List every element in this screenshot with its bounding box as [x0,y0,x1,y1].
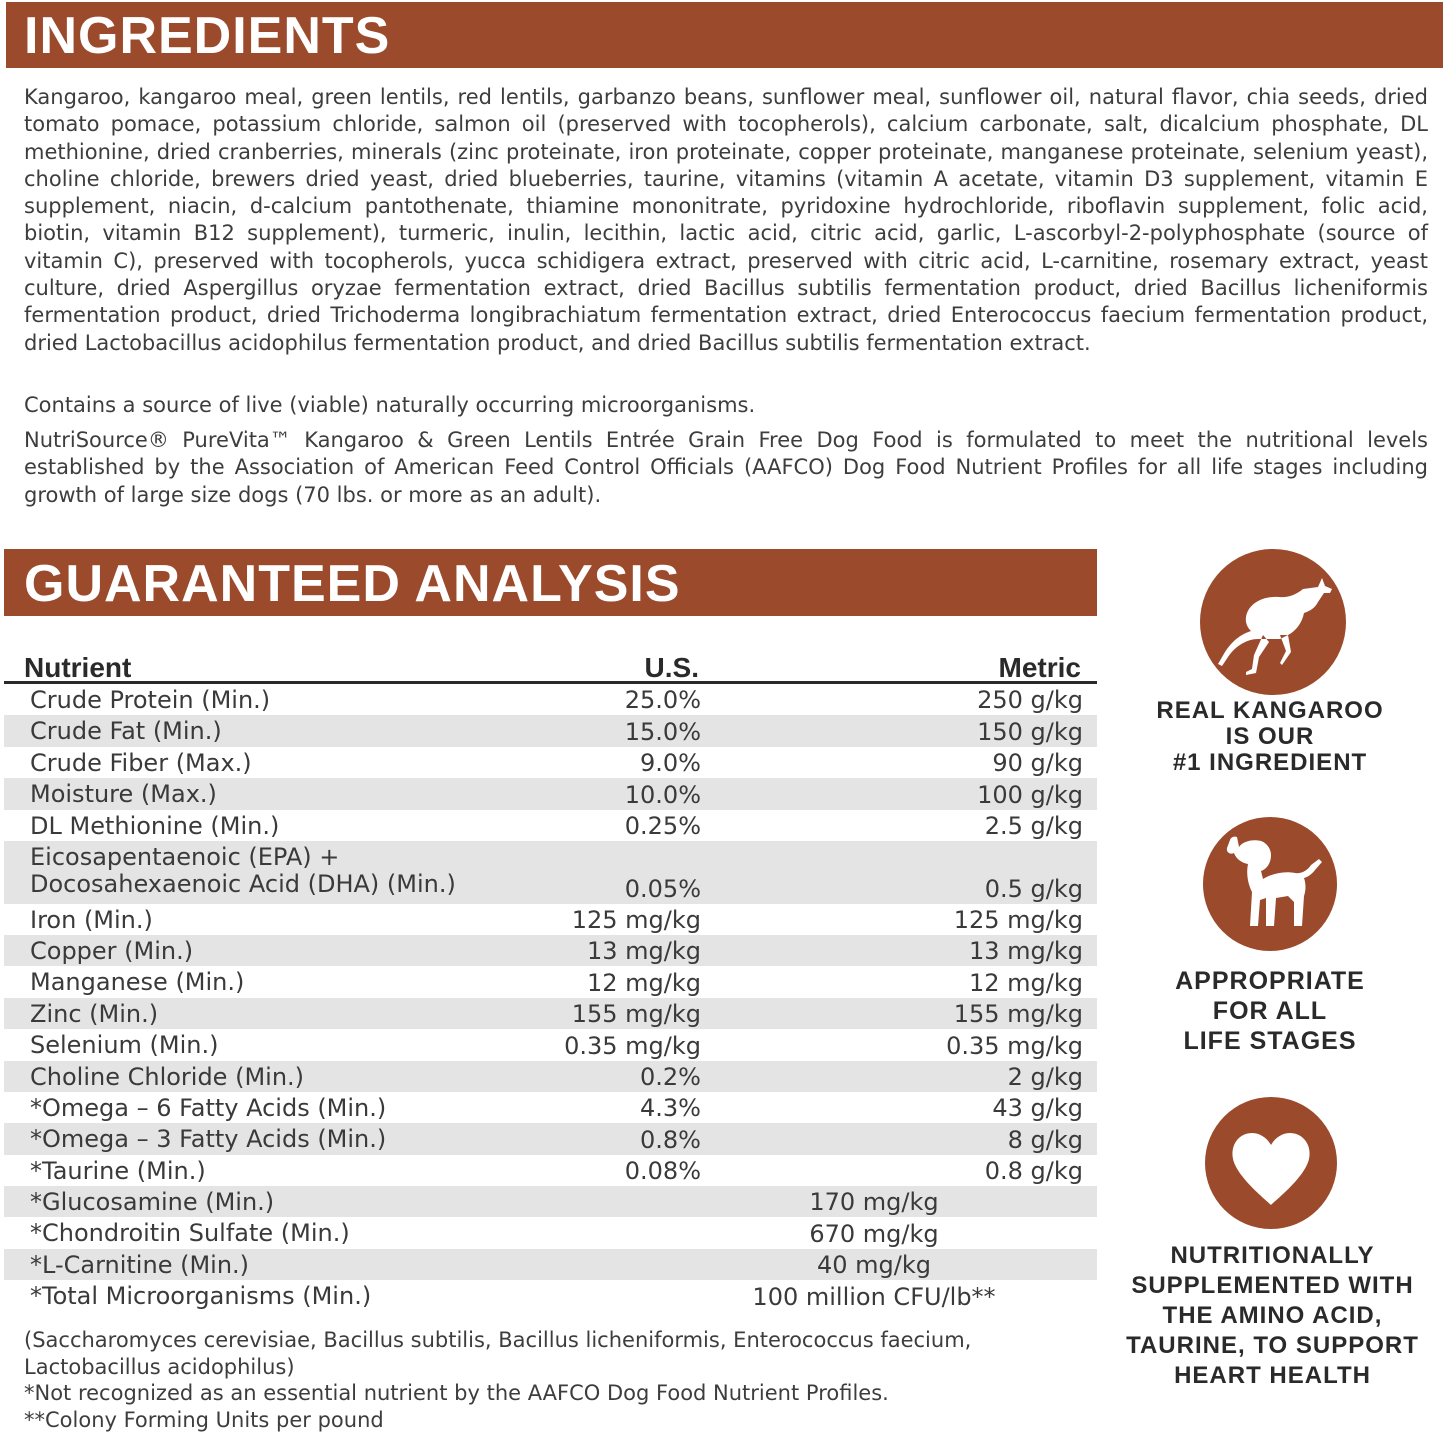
nutrient-value-combined: 100 million CFU/lb** [752,1282,996,1311]
ingredients-list: Kangaroo, kangaroo meal, green lentils, red lentils, garbanzo beans, sunflower meal, sunflower oil, natural flavor, chia seeds, dried tomato pomace, potassium chloride, salmon oil (preserved with tocopherols), calcium carbonate, salt, dicalcium phosphate, DL methionine, dried cranberries, minerals (zinc proteinate, iron proteinate, copper proteinate, manganese proteinate, selenium yeast), choline chloride, brewers dried yeast, dried blueberries, taurine, vitamins (vitamin A acetate, vitamin D3 supplement, vitamin E supplement, niacin, d-calcium pantothenate, thiamine mononitrate, pyridoxine hydrochloride, riboflavin supplement, folic acid, biotin, vitamin B12 supplement), turmeric, inulin, lecithin, lactic acid, citric acid, garlic, L-ascorbyl-2-polyphosphate (source of vitamin C), preserved with tocopherols, yucca schidigera extract, preserved with citric acid, L-carnitine, rosemary extract, yeast culture, dried Aspergillus oryzae fermentation extract, dried Bacillus subtilis fermentation product, dried Bacillus licheniformis fermentation product, dried Trichoderma longibrachiatum fermentation extract, dried Enterococcus faecium fermentation product, dried Lactobacillus acidophilus fermentation product, and dried Bacillus subtilis fermentation extract. [24,85,1428,355]
footnote: **Colony Forming Units per pound [24,1407,384,1432]
nutrient-value-metric: 90 g/kg [992,749,1083,778]
table-row [4,1123,1097,1154]
nutrient-value-metric: 2 g/kg [1007,1062,1083,1091]
puppy-icon [1203,817,1337,951]
nutrient-value-metric: 0.5 g/kg [984,874,1083,903]
nutrient-value-metric: 2.5 g/kg [984,811,1083,840]
column-header-us: U.S. [644,652,699,683]
aafco-statement: NutriSource® PureVita™ Kangaroo & Green Lentils Entrée Grain Free Dog Food is formulated to meet the nutritional levels established by the Association of American Feed Control Officials (AAFCO) Dog Food Nutrient Profiles for all life stages including growth of large size dogs (70 lbs. or more as an adult). [24,428,1428,507]
footnote: *Not recognized as an essential nutrient by the AAFCO Dog Food Nutrient Profiles. [24,1381,889,1405]
kangaroo-icon [1200,549,1346,695]
table-row [4,904,1097,935]
nutrient-value-metric: 150 g/kg [977,717,1083,746]
table-row [4,1092,1097,1123]
nutrient-value-us: 15.0% [624,717,701,746]
nutrient-value-us: 0.25% [624,811,701,840]
nutrient-value-combined: 670 mg/kg [809,1219,939,1248]
nutrient-name: *Omega – 6 Fatty Acids (Min.) [30,1093,387,1122]
microorganisms-note: Contains a source of live (viable) naturally occurring microorganisms. [24,393,756,417]
nutrient-name: Crude Fiber (Max.) [30,748,252,777]
nutrient-value-us: 25.0% [624,686,701,715]
nutrient-value-us: 0.08% [624,1157,701,1186]
nutrient-name: *Omega – 3 Fatty Acids (Min.) [30,1125,387,1154]
claim-line: #1 INGREDIENT [1172,749,1368,776]
table-row [4,1061,1097,1092]
claim-life-stages [1110,966,1430,1056]
analysis-heading: GUARANTEED ANALYSIS [24,555,681,613]
nutrient-value-metric: 8 g/kg [1007,1125,1083,1154]
claim-taurine [1105,1241,1440,1391]
nutrient-value-metric: 0.35 mg/kg [946,1031,1083,1060]
nutrient-name: Choline Chloride (Min.) [30,1062,305,1091]
nutrient-name: Moisture (Max.) [30,780,217,809]
claim-line: REAL KANGAROO [1156,697,1384,724]
table-row [4,684,1097,715]
nutrient-name: *Chondroitin Sulfate (Min.) [30,1219,350,1248]
ingredients-banner [6,2,1443,68]
nutrient-value-combined: 170 mg/kg [809,1188,939,1217]
claim-line: FOR ALL [1212,997,1328,1025]
nutrient-name: DL Methionine (Min.) [30,811,280,840]
nutrient-name: *L-Carnitine (Min.) [30,1250,250,1279]
nutrient-name: Selenium (Min.) [30,1031,219,1060]
nutrient-name: Copper (Min.) [30,936,194,965]
nutrient-value-metric: 43 g/kg [992,1094,1083,1123]
claim-line: IS OUR [1225,723,1315,750]
table-row [4,747,1097,778]
analysis-table [4,652,1097,1312]
footnote: (Saccharomyces cerevisiae, Bacillus subtilis, Bacillus licheniformis, Enterococcus faecium, Lactobacillus acidophilus) [24,1328,972,1379]
claim-line: HEART HEALTH [1174,1362,1371,1389]
table-row [4,1029,1097,1060]
column-header-metric: Metric [998,652,1081,683]
nutrient-value-us: 13 mg/kg [587,937,701,966]
claim-line: SUPPLEMENTED WITH [1131,1272,1414,1299]
claim-line: NUTRITIONALLY [1170,1242,1375,1269]
nutrient-name: Zinc (Min.) [30,999,159,1028]
nutrient-value-us: 155 mg/kg [571,1000,701,1029]
table-row [4,998,1097,1029]
nutrient-name: *Glucosamine (Min.) [30,1188,275,1217]
nutrient-value-us: 12 mg/kg [587,968,701,997]
heart-icon [1205,1097,1337,1229]
table-row [4,778,1097,809]
nutrient-value-metric: 13 mg/kg [969,937,1083,966]
table-row [4,810,1097,841]
analysis-banner [4,549,1097,616]
claim-line: THE AMINO ACID, [1162,1302,1383,1329]
nutrient-name: Eicosapentaenoic (EPA) + Docosahexaenoic Acid (DHA) (Min.) [30,842,456,898]
nutrient-name: Iron (Min.) [30,905,153,934]
claim-line: APPROPRIATE [1175,967,1365,995]
analysis-footnotes [24,1327,1084,1433]
nutrient-value-us: 0.35 mg/kg [564,1031,701,1060]
table-row [4,1155,1097,1186]
nutrient-name: *Total Microorganisms (Min.) [30,1282,372,1311]
nutrient-value-metric: 155 mg/kg [953,1000,1083,1029]
nutrient-value-us: 0.05% [624,874,701,903]
nutrient-value-metric: 100 g/kg [977,780,1083,809]
claim-real-kangaroo [1110,698,1430,776]
table-row [4,1249,1097,1280]
table-row [4,1217,1097,1248]
nutrient-name: *Taurine (Min.) [30,1156,206,1185]
table-row [4,935,1097,966]
nutrient-value-us: 125 mg/kg [571,905,701,934]
table-row [4,966,1097,997]
nutrient-value-us: 0.2% [640,1062,701,1091]
table-row [4,715,1097,746]
nutrient-value-metric: 0.8 g/kg [984,1157,1083,1186]
claim-line: LIFE STAGES [1183,1027,1357,1055]
nutrient-value-us: 10.0% [624,780,701,809]
nutrient-value-combined: 40 mg/kg [817,1251,931,1280]
table-row [4,1280,1097,1311]
nutrient-value-us: 0.8% [640,1125,701,1154]
nutrient-name: Crude Fat (Min.) [30,717,222,746]
nutrient-value-us: 9.0% [640,749,701,778]
table-body [4,684,1097,1312]
nutrient-value-metric: 250 g/kg [977,686,1083,715]
table-header [4,652,1097,684]
nutrient-value-us: 4.3% [640,1094,701,1123]
table-row [4,1186,1097,1217]
nutrient-value-metric: 125 mg/kg [953,905,1083,934]
nutrient-value-metric: 12 mg/kg [969,968,1083,997]
column-header-nutrient: Nutrient [24,652,132,683]
claim-line: TAURINE, TO SUPPORT [1126,1332,1419,1359]
table-row [4,841,1097,904]
nutrient-name: Manganese (Min.) [30,968,245,997]
ingredients-heading: INGREDIENTS [24,7,391,65]
nutrient-name: Crude Protein (Min.) [30,686,271,714]
